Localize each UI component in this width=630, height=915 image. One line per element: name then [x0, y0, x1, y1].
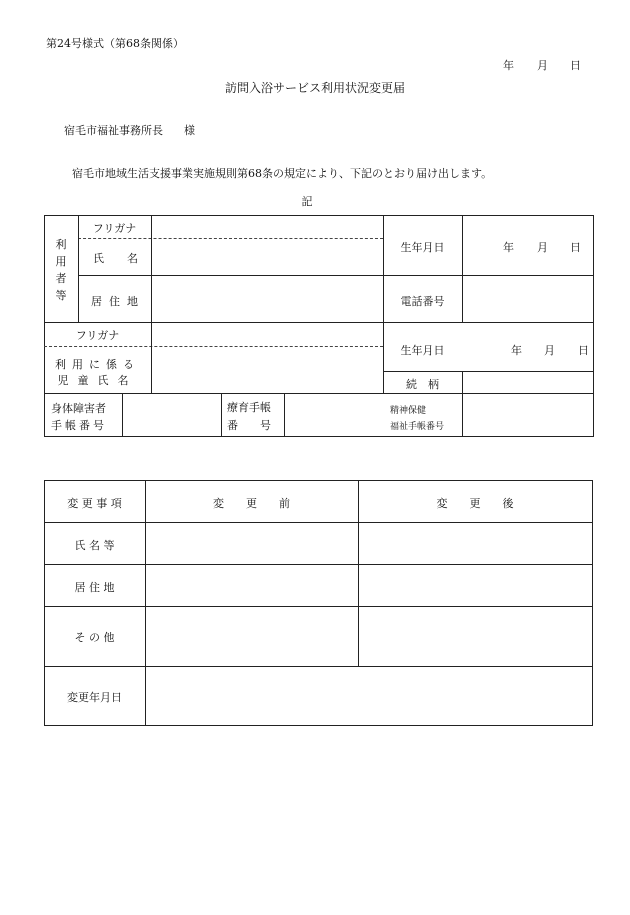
user-address-label-3: 地: [127, 295, 138, 308]
user-birthdate-label: 生年月日: [400, 241, 445, 254]
relation-label: 続 柄: [406, 378, 439, 391]
user-furigana-label: フリガナ: [92, 222, 137, 235]
change-date-label: 変更年月日: [67, 691, 122, 704]
row-label-name: 氏 名 等: [74, 539, 115, 552]
mental-label-2: 福祉手帳番号: [390, 422, 445, 432]
user-name-label-1: 氏: [93, 252, 104, 265]
user-group-label-4: 等: [55, 289, 67, 302]
user-address-label-2: 住: [109, 295, 120, 308]
header-before: 変 更 前: [213, 497, 290, 510]
user-birth-year: 年: [503, 241, 514, 254]
user-birth-month: 月: [537, 241, 548, 254]
child-name-label-1: 利用に係る: [55, 358, 140, 371]
user-phone-label: 電話番号: [400, 295, 445, 308]
child-name-label-2: 児童氏名: [57, 374, 138, 387]
user-group-label-3: 者: [55, 272, 67, 285]
addressee-honorific: 様: [184, 124, 195, 137]
child-birth-month: 月: [544, 344, 555, 357]
header-date-month: 月: [537, 59, 548, 72]
document-title: 訪問入浴サービス利用状況変更届: [224, 81, 405, 95]
mental-label-1: 精神保健: [390, 406, 427, 416]
child-furigana-label: フリガナ: [75, 329, 120, 342]
user-group-label-1: 利: [55, 238, 67, 251]
header-after: 変 更 後: [436, 497, 514, 510]
user-name-label-2: 名: [127, 252, 138, 265]
addressee-name: 宿毛市福祉事務所長: [64, 124, 163, 137]
ryoiku-label-2: 番 号: [227, 419, 271, 432]
user-group-label-2: 用: [55, 255, 67, 268]
child-birthdate-label: 生年月日: [400, 344, 445, 357]
user-address-label-1: 居: [91, 295, 102, 308]
statement-text: 宿毛市地域生活支援事業実施規則第68条の規定により、下記のとおり届け出します。: [72, 167, 493, 180]
header-change-item: 変 更 事 項: [67, 497, 122, 510]
disability-label-2: 手帳番号: [51, 419, 107, 432]
row-label-other: そ の 他: [74, 631, 115, 644]
disability-label-1: 身体障害者: [51, 402, 106, 415]
ryoiku-label-1: 療育手帳: [227, 401, 271, 414]
user-birth-day: 日: [570, 241, 581, 254]
ki-marker: 記: [301, 195, 313, 208]
row-label-address: 居 住 地: [74, 581, 115, 594]
header-date-year: 年: [503, 59, 514, 72]
child-birth-day: 日: [578, 344, 589, 357]
header-date-day: 日: [570, 59, 581, 72]
form-number: 第24号様式（第68条関係）: [46, 37, 184, 50]
child-birth-year: 年: [511, 344, 522, 357]
